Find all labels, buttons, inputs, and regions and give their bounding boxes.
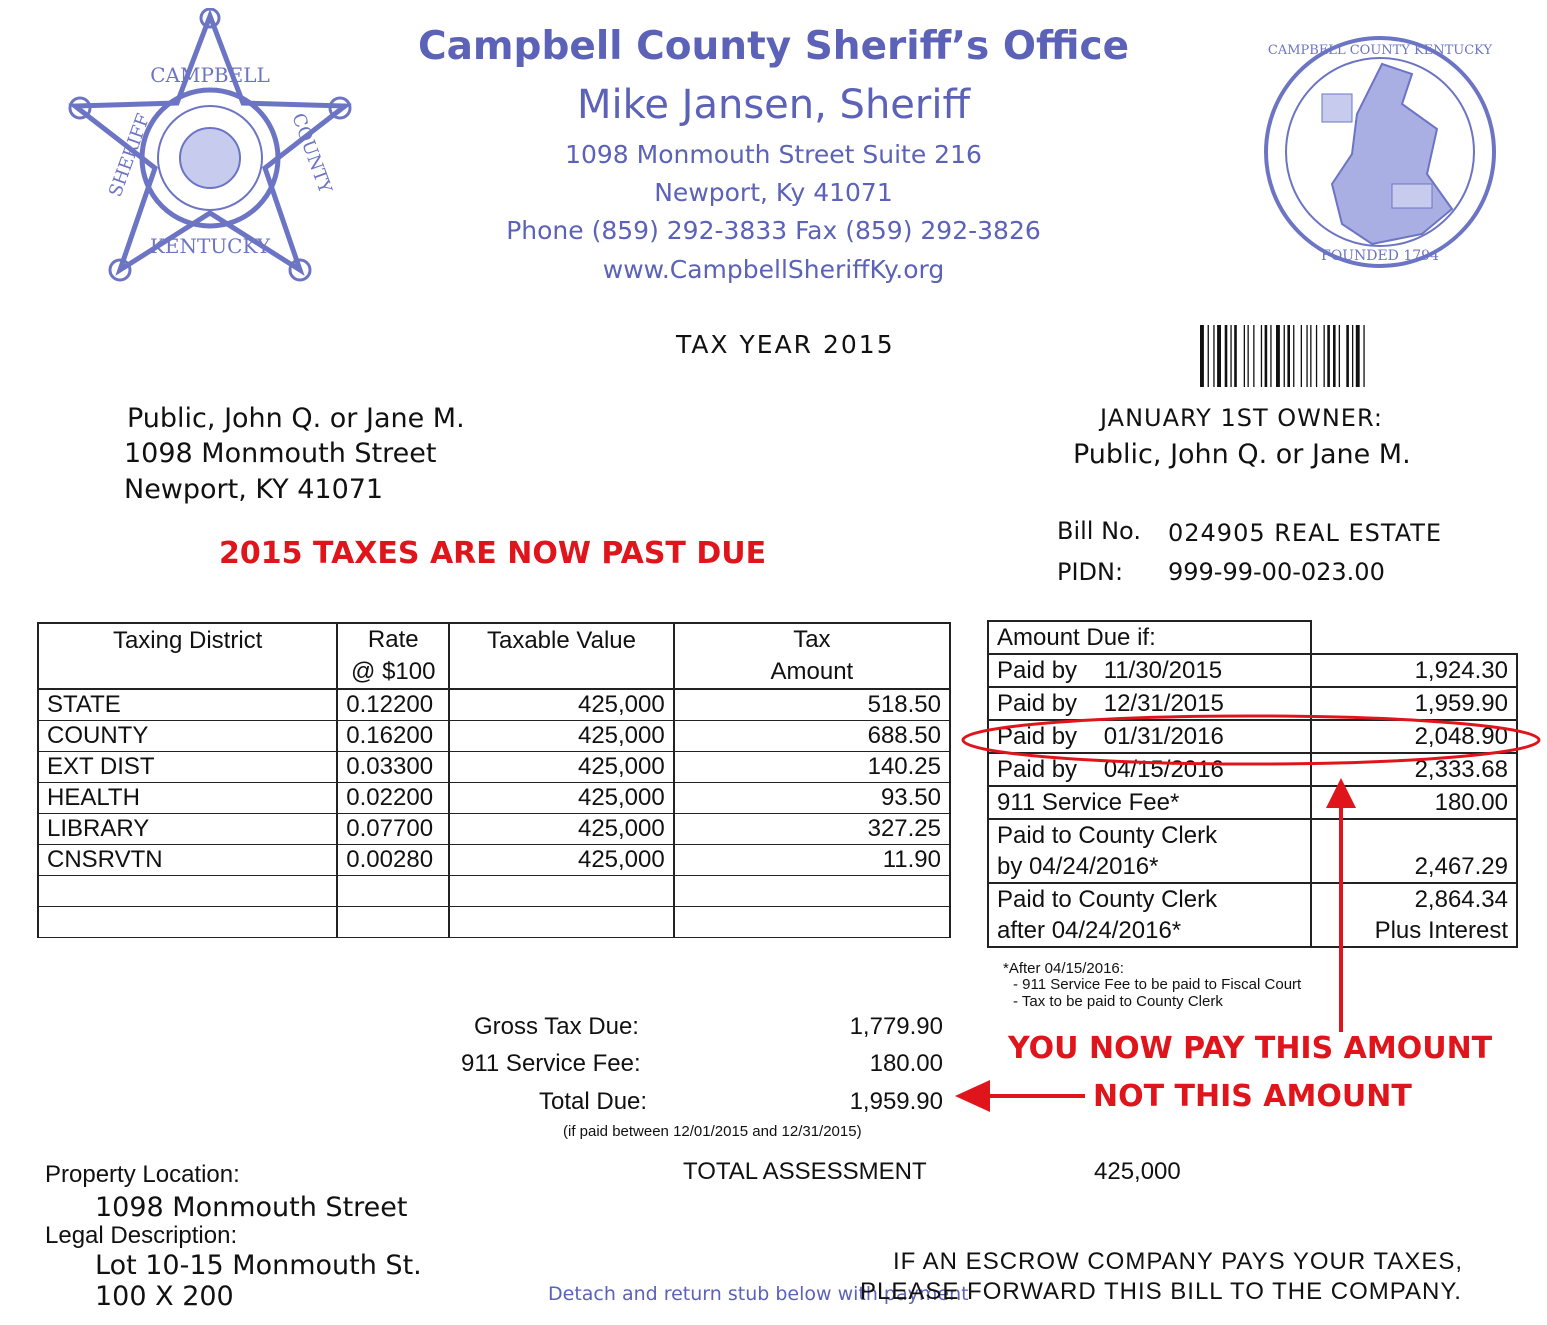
svg-text:CAMPBELL COUNTY KENTUCKY: CAMPBELL COUNTY KENTUCKY: [1267, 43, 1493, 58]
clerk-after-amount: 2,864.34 Plus Interest: [1311, 883, 1517, 947]
gross-tax-value: 1,779.90: [849, 1013, 943, 1040]
svg-text:CAMPBELL: CAMPBELL: [150, 63, 270, 87]
district-name: EXT DIST: [38, 752, 337, 783]
due-date-label: Paid by 12/31/2015: [988, 687, 1311, 720]
office-city: Newport, Ky 41071: [654, 178, 893, 207]
district-rate: 0.00280: [337, 845, 449, 876]
district-rate: 0.07700: [337, 814, 449, 845]
total-due-note: (if paid between 12/01/2015 and 12/31/2015): [563, 1123, 862, 1140]
district-name: HEALTH: [38, 783, 337, 814]
office-website: www.CampbellSheriffKy.org: [602, 255, 945, 284]
pidn-label: PIDN:: [1057, 558, 1124, 586]
district-amount: 518.50: [674, 689, 950, 721]
office-street: 1098 Monmouth Street Suite 216: [565, 140, 982, 169]
after-note-tax: - Tax to be paid to County Clerk: [1013, 993, 1223, 1010]
svg-text:FOUNDED 1794: FOUNDED 1794: [1321, 248, 1439, 264]
arrow-left-head: [955, 1080, 990, 1112]
legal-description-line2: 100 X 200: [95, 1281, 234, 1312]
pidn-value: 999-99-00-023.00: [1168, 558, 1385, 586]
due-date-label: Paid by 01/31/2016: [988, 720, 1311, 753]
tax-year: TAX YEAR 2015: [676, 330, 895, 359]
total-due-label: Total Due:: [539, 1088, 648, 1115]
district-amount: 327.25: [674, 814, 950, 845]
district-rate: 0.16200: [337, 721, 449, 752]
district-rate: 0.03300: [337, 752, 449, 783]
gross-tax-label: Gross Tax Due:: [474, 1013, 639, 1040]
mailing-name: Public, John Q. or Jane M.: [127, 403, 465, 434]
svg-text:SHERIFF: SHERIFF: [104, 110, 155, 200]
escrow-note-line2: PLEASE FORWARD THIS BILL TO THE COMPANY.: [860, 1278, 1462, 1305]
office-title: Campbell County Sheriff’s Office: [417, 24, 1130, 69]
property-location: 1098 Monmouth Street: [95, 1192, 408, 1223]
mailing-street: 1098 Monmouth Street: [124, 438, 437, 469]
bill-number: 024905 REAL ESTATE: [1168, 519, 1443, 547]
header-value: Taxable Value: [449, 623, 673, 689]
district-value: 425,000: [449, 689, 673, 721]
district-value: 425,000: [449, 721, 673, 752]
pay-this-annotation: YOU NOW PAY THIS AMOUNT: [1008, 1031, 1493, 1066]
service-fee-total-label: 911 Service Fee:: [461, 1050, 641, 1077]
header-rate: Rate @ $100: [337, 623, 449, 689]
district-amount: 688.50: [674, 721, 950, 752]
detach-note: Detach and return stub below with payment: [548, 1283, 969, 1305]
due-date-label: Paid by 04/15/2016: [988, 753, 1311, 786]
district-value: 425,000: [449, 845, 673, 876]
mailing-city: Newport, KY 41071: [124, 474, 384, 505]
property-location-label: Property Location:: [45, 1161, 240, 1188]
district-name: CNSRVTN: [38, 845, 337, 876]
past-due-banner: 2015 TAXES ARE NOW PAST DUE: [219, 536, 767, 571]
service-fee-label: 911 Service Fee*: [988, 786, 1311, 819]
header-district: Taxing District: [38, 623, 337, 689]
due-date-label: Paid by 11/30/2015: [988, 654, 1311, 687]
total-assessment-label: TOTAL ASSESSMENT: [683, 1158, 927, 1185]
district-name: COUNTY: [38, 721, 337, 752]
after-note-fee: - 911 Service Fee to be paid to Fiscal Court: [1013, 976, 1302, 993]
legal-description-line1: Lot 10-15 Monmouth St.: [95, 1250, 422, 1281]
escrow-note-line1: IF AN ESCROW COMPANY PAYS YOUR TAXES,: [893, 1248, 1464, 1275]
district-amount: 140.25: [674, 752, 950, 783]
svg-text:KENTUCKY: KENTUCKY: [149, 234, 271, 258]
total-due-value: 1,959.90: [849, 1088, 943, 1115]
due-amount: 2,333.68: [1311, 753, 1517, 786]
bill-label: Bill No.: [1057, 517, 1141, 545]
due-amount: 1,924.30: [1311, 654, 1517, 687]
district-value: 425,000: [449, 783, 673, 814]
sheriff-name: Mike Jansen, Sheriff: [576, 82, 971, 128]
amount-due-title: Amount Due if:: [988, 621, 1311, 654]
district-amount: 93.50: [674, 783, 950, 814]
district-name: STATE: [38, 689, 337, 721]
svg-text:COUNTY: COUNTY: [287, 110, 336, 197]
legal-description-label: Legal Description:: [45, 1222, 238, 1249]
district-rate: 0.02200: [337, 783, 449, 814]
header-amount: Tax Amount: [674, 623, 950, 689]
clerk-after-label: Paid to County Clerk after 04/24/2016*: [988, 883, 1311, 947]
highlight-ellipse: [963, 716, 1539, 764]
due-amount: 1,959.90: [1311, 687, 1517, 720]
total-assessment-value: 425,000: [1094, 1158, 1181, 1185]
after-note-title: *After 04/15/2016:: [1003, 960, 1124, 977]
district-value: 425,000: [449, 814, 673, 845]
not-this-annotation: NOT THIS AMOUNT: [1093, 1079, 1412, 1114]
clerk-by-amount: 2,467.29: [1311, 819, 1517, 883]
due-amount: 2,048.90: [1311, 720, 1517, 753]
arrow-up-head: [1326, 778, 1356, 808]
owner-name: Public, John Q. or Jane M.: [1073, 439, 1411, 470]
service-fee-total-value: 180.00: [869, 1050, 943, 1077]
district-name: LIBRARY: [38, 814, 337, 845]
service-fee-amount: 180.00: [1311, 786, 1517, 819]
owner-label: JANUARY 1ST OWNER:: [1100, 404, 1383, 432]
district-rate: 0.12200: [337, 689, 449, 721]
district-value: 425,000: [449, 752, 673, 783]
office-phone-fax: Phone (859) 292-3833 Fax (859) 292-3826: [506, 216, 1041, 245]
district-amount: 11.90: [674, 845, 950, 876]
clerk-by-label: Paid to County Clerk by 04/24/2016*: [988, 819, 1311, 883]
